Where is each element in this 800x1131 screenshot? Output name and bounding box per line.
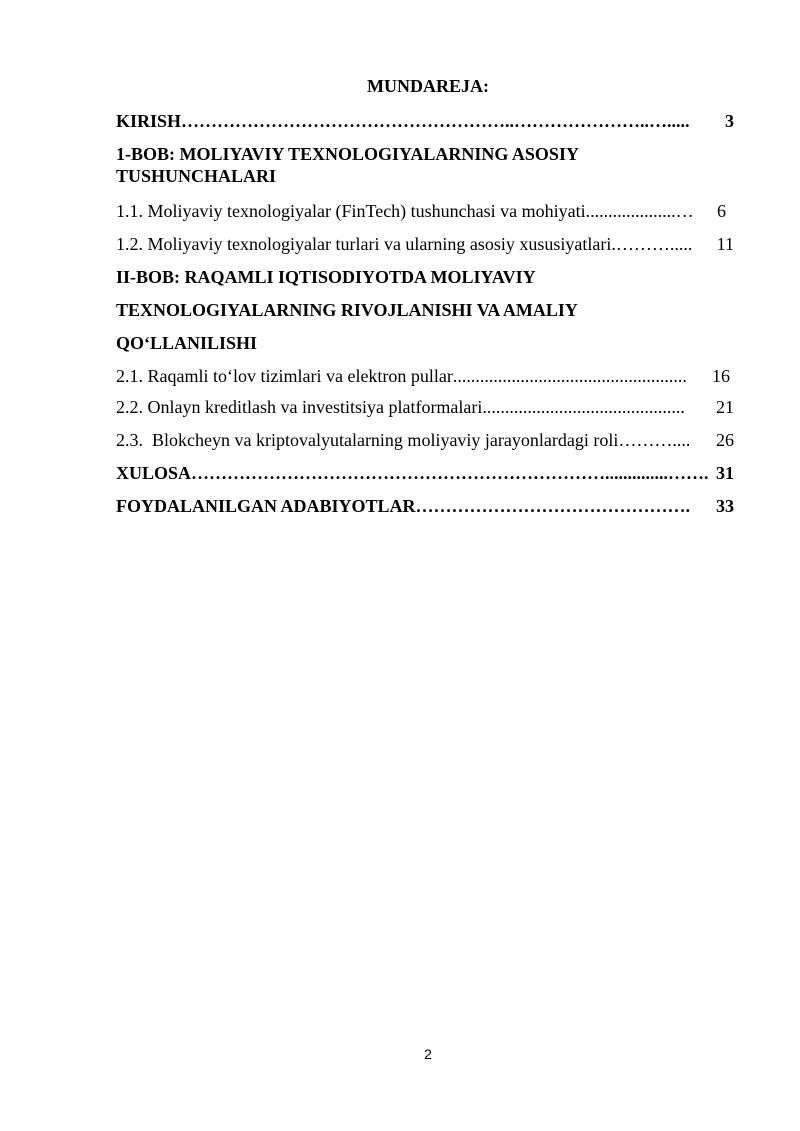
toc-chapter-2-line-2[interactable] [116, 299, 734, 321]
toc-entry-1-2[interactable] [116, 233, 734, 255]
toc-entry-page: 26 [716, 430, 734, 450]
toc-entry-text: 2.1. Raqamli to‘lov tizimlari va elektron pullar [116, 366, 453, 386]
toc-chapter-2-line-1[interactable] [116, 266, 734, 288]
toc-entry-text: 2.2. Onlayn kreditlash va investitsiya platformalari [116, 397, 483, 417]
toc-entry-text: FOYDALANILGAN ADABIYOTLAR [116, 496, 416, 516]
toc-title: MUNDAREJA: [367, 76, 489, 96]
toc-entry-text: XULOSA [116, 463, 192, 483]
toc-entry-page: 6 [717, 201, 726, 221]
toc-entry-text: 2.3. Blokcheyn va kriptovalyutalarning moliyaviy jarayonlardagi roli [116, 430, 619, 450]
toc-entry-page: 21 [716, 397, 734, 417]
toc-entry-2-2[interactable] [116, 396, 734, 418]
toc-entry-leader: ………………………………………………..…………………..…..... [181, 111, 690, 131]
toc-entry-leader: .………..... [611, 234, 693, 254]
toc-entry-text: QO‘LLANILISHI [116, 333, 258, 353]
toc-entry-leader: .................................................... [452, 366, 687, 386]
toc-entry-leader: ………………………………………. [415, 496, 691, 516]
toc-entry-text: II-BOB: RAQAMLI IQTISODIYOTDA MOLIYAVIY [116, 267, 536, 287]
toc-entry-adabiyotlar[interactable] [116, 495, 734, 517]
toc-entry-leader: ....................… [585, 201, 694, 221]
toc-entry-1-1[interactable] [116, 200, 734, 222]
toc-entry-leader: ……………………………………………………………..............……. [191, 463, 709, 483]
toc-entry-2-1[interactable] [116, 365, 730, 387]
toc-entry-text: 1.1. Moliyaviy texnologiyalar (FinTech) tushunchasi va mohiyati [116, 201, 586, 221]
toc-entry-kirish[interactable] [116, 110, 734, 132]
toc-entry-text: 1-BOB: MOLIYAVIY TEXNOLOGIYALARNING ASOSIY TUSHUNCHALARI [116, 144, 579, 186]
toc-entry-text: TEXNOLOGIYALARNING RIVOJLANISHI VA AMALIY [116, 300, 578, 320]
toc-entry-2-3[interactable] [116, 429, 734, 451]
toc-entry-text: 1.2. Moliyaviy texnologiyalar turlari va ularning asosiy xususiyatlari [116, 234, 612, 254]
toc-entry-page: 31 [716, 463, 734, 483]
toc-chapter-2-line-3[interactable] [116, 332, 734, 354]
toc-entry-leader: ……….... [618, 430, 691, 450]
toc-entry-text: KIRISH [116, 111, 182, 131]
toc-entry-xulosa[interactable] [116, 462, 734, 484]
toc-chapter-1[interactable] [116, 143, 734, 187]
toc-entry-page: 11 [716, 234, 734, 254]
toc-entry-page: 3 [725, 111, 734, 131]
page-number: 2 [424, 1046, 432, 1062]
toc-entry-page: 33 [716, 496, 734, 516]
toc-entry-leader: ............................................. [482, 397, 685, 417]
toc-entry-page: 16 [712, 366, 730, 386]
